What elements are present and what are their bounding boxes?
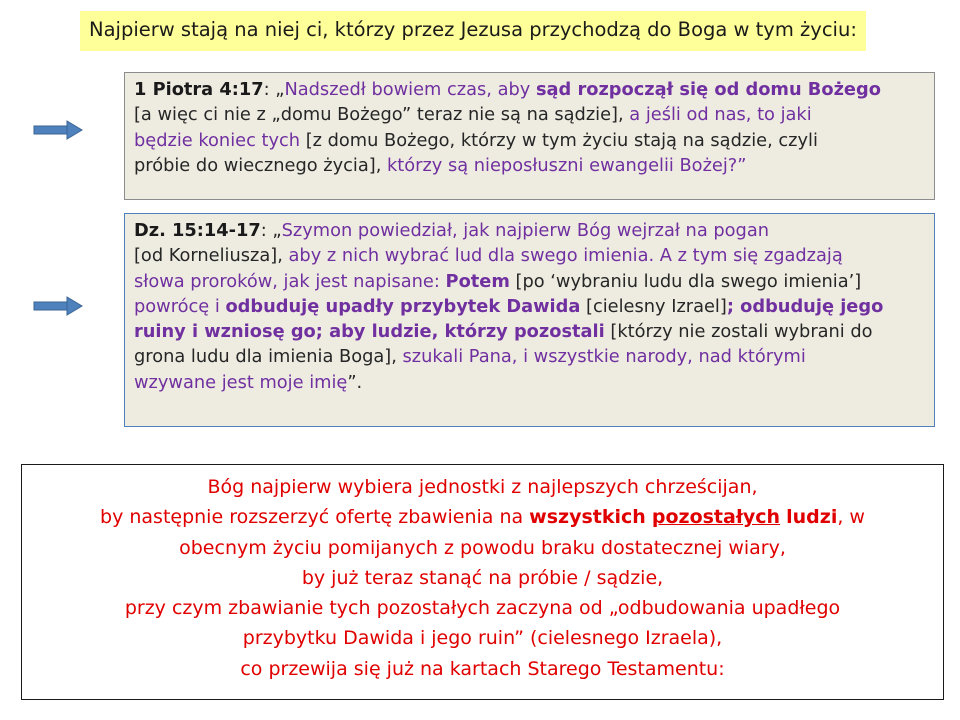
quote-line — [134, 243, 925, 268]
slide-heading: Najpierw stają na niej ci, którzy przez Jezusa przychodzą do Boga w tym życiu: — [80, 11, 866, 51]
text-span: [po ‘wybraniu ludu dla swego imienia’] — [509, 270, 862, 292]
bold-text: wszystkich — [529, 506, 646, 529]
bold-text: ruiny i wzniosę go; aby ludzie, którzy pozostali — [134, 321, 605, 343]
text-span: [którzy nie zostali wybrani do — [604, 321, 873, 343]
text-span: : „ — [260, 220, 282, 241]
text-span: którzy są nieposłuszni ewangelii Bożej?” — [387, 154, 747, 176]
bold-text: Potem — [445, 270, 510, 292]
text-span: powrócę i — [134, 295, 226, 317]
text-span: Szymon powiedział, jak najpierw Bóg wejrzał na pogan — [281, 220, 769, 241]
bold-text: odbuduję jego — [740, 295, 884, 317]
text-span: [od Korneliusza], — [134, 245, 289, 267]
summary-line: obecnym życiu pomijanych z powodu braku dostatecznej wiary, — [179, 536, 786, 559]
summary-line: przy czym zbawianie tych pozostałych zaczyna od „odbudowania upadłego — [124, 597, 841, 620]
quote-box-1-peter — [124, 72, 935, 200]
quote-line — [134, 102, 925, 127]
scripture-reference: Dz. 15:14-17 — [134, 220, 261, 241]
underlined-bold-text: pozostałych — [651, 506, 781, 529]
text-span: słowa proroków, jak jest napisane: — [134, 270, 446, 292]
scripture-reference: 1 Piotra 4:17 — [134, 79, 264, 100]
right-arrow-icon — [33, 296, 83, 316]
text-span: aby z nich wybrać lud dla swego imienia. A z tym się zgadzają — [288, 245, 843, 267]
text-span: grona ludu dla imienia Boga], — [134, 346, 403, 368]
text-span: będzie koniec tych — [134, 129, 301, 151]
summary-line: Bóg najpierw wybiera jednostki z najlepszych chrześcijan, — [207, 476, 758, 498]
text-span: : „ — [263, 79, 285, 100]
right-arrow-icon — [33, 120, 83, 140]
text-span: , w — [837, 506, 865, 529]
text-span: [cielesny Izrael] — [580, 295, 727, 317]
quote-line — [134, 128, 925, 153]
quote-line — [134, 77, 925, 102]
quote-line — [134, 269, 925, 294]
text-span: ”. — [347, 371, 363, 393]
text-span: Nadszedł bowiem czas, aby — [284, 79, 536, 100]
text-span: by następnie rozszerzyć ofertę zbawienia na — [100, 506, 530, 529]
quote-line — [134, 344, 925, 369]
quote-line — [134, 370, 925, 395]
bold-text: sąd rozpoczął się od domu Bożego — [535, 79, 881, 100]
quote-line — [134, 153, 925, 178]
bold-text: ; — [726, 295, 741, 317]
summary-line: by już teraz stanąć na próbie / sądzie, — [301, 566, 664, 589]
quote-line — [134, 319, 925, 344]
text-span: szukali Pana, i wszystkie narody, nad którymi — [402, 346, 806, 368]
summary-line: co przewija się już na kartach Starego Testamentu: — [240, 657, 725, 680]
text-span: wzywane jest moje imię — [134, 371, 348, 393]
quote-box-acts — [124, 213, 935, 427]
bold-text: odbuduję upadły przybytek Dawida — [225, 295, 581, 317]
summary-line — [22, 502, 943, 532]
quote-line — [134, 294, 925, 319]
text-span: próbie do wiecznego życia], — [134, 154, 387, 176]
summary-line: przybytku Dawida i jego ruin” (cielesnego Izraela), — [242, 627, 723, 650]
quote-line — [134, 218, 925, 243]
text-span: [a więc ci nie z „domu Bożego” teraz nie są na sądzie], — [134, 104, 630, 126]
bold-text: ludzi — [786, 506, 838, 529]
text-span: [z domu Bożego, którzy w tym życiu stają na sądzie, czyli — [300, 129, 818, 151]
summary-box — [21, 464, 944, 700]
text-span: a jeśli od nas, to jaki — [629, 104, 812, 126]
